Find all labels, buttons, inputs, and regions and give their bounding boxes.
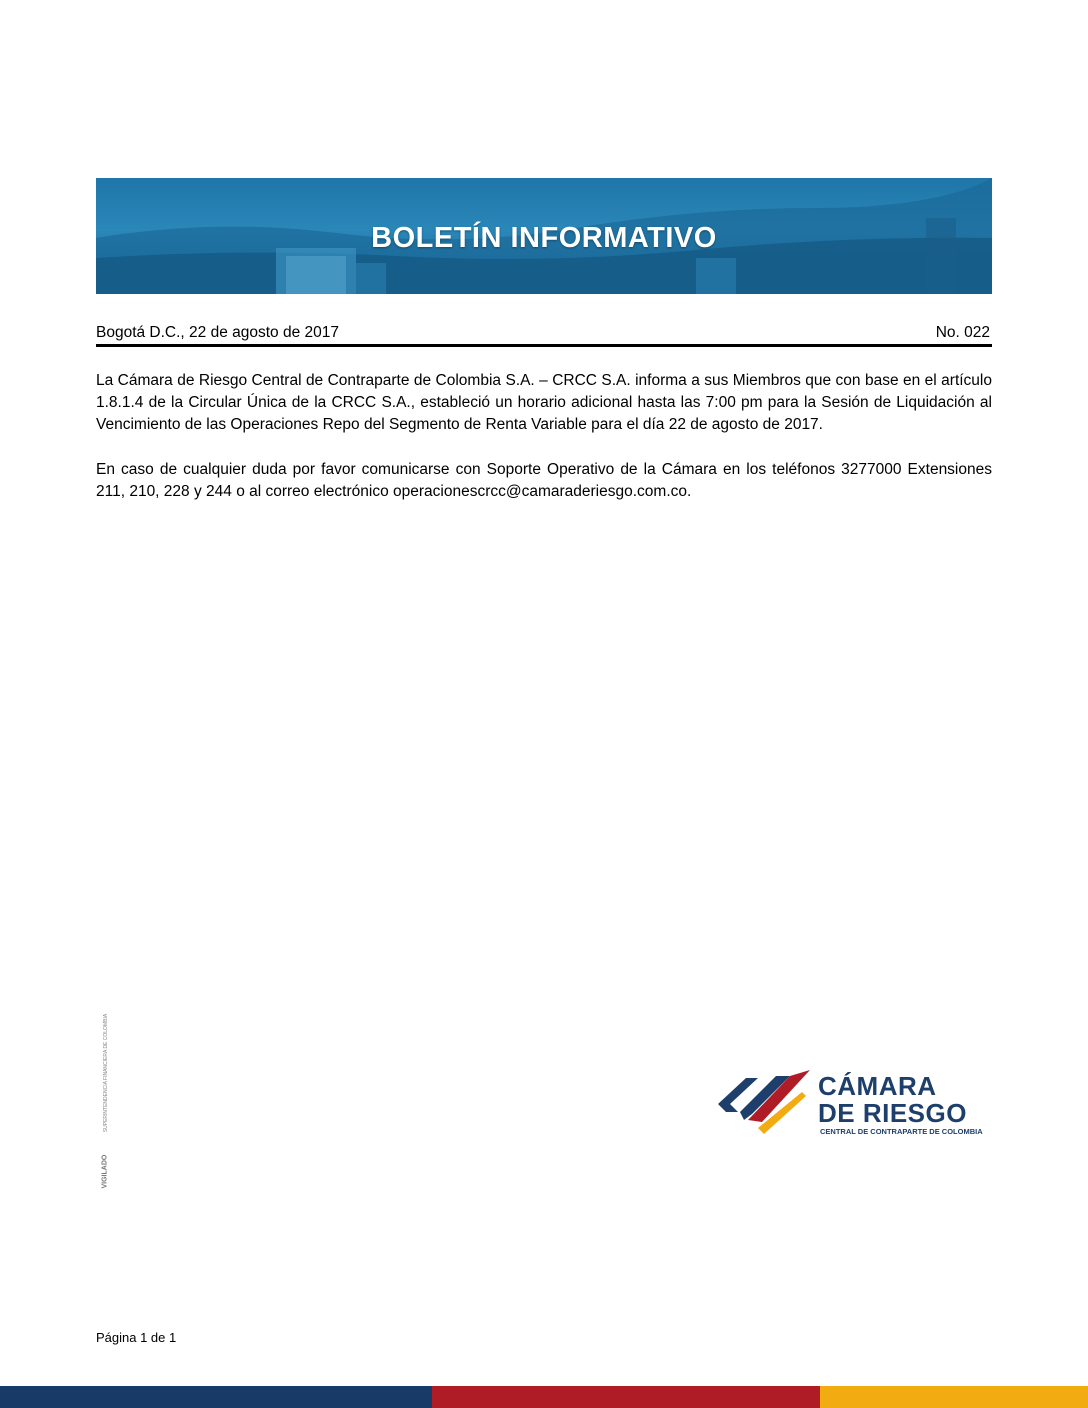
logo-line-3: CENTRAL DE CONTRAPARTE DE COLOMBIA: [820, 1127, 983, 1136]
vigilado-label: VIGILADO: [101, 1154, 109, 1189]
footer-color-bar: [0, 1386, 1088, 1408]
bulletin-number: No. 022: [935, 324, 990, 341]
footer-bar-red: [432, 1386, 820, 1408]
page-number: Página 1 de 1: [96, 1330, 177, 1345]
body-paragraph-2: En caso de cualquier duda por favor comunicarse con Soporte Operativo de la Cámara en los teléfonos 3277000 Extensiones 211, 210, 228 y 244 o al correo electrónico operacionescrcc@camaraderiesgo.com.co.: [96, 461, 992, 500]
company-logo: [718, 1066, 998, 1138]
vigilado-sub-label: SUPERINTENDENCIA FINANCIERA DE COLOMBIA: [103, 1013, 109, 1133]
bulletin-date: Bogotá D.C., 22 de agosto de 2017: [96, 324, 340, 341]
logo-stripes-icon: [718, 1066, 814, 1138]
logo-line-2: DE RIESGO: [818, 1098, 967, 1128]
banner-title: BOLETÍN INFORMATIVO: [371, 222, 717, 254]
footer-bar-navy: [0, 1386, 432, 1408]
dateline: [96, 324, 992, 347]
header-banner: [96, 178, 992, 294]
body-paragraph-1: La Cámara de Riesgo Central de Contraparte de Colombia S.A. – CRCC S.A. informa a sus Miembros que con base en el artículo 1.8.1.4 de la Circular Única de la CRCC S.A., estableció un horario adicional hasta las 7:00 pm para la Sesión de Liquidación al Vencimiento de las Operaciones Repo del Segmento de Renta Variable para el día 22 de agosto de 2017.: [96, 372, 992, 433]
vigilado-stamp: [84, 1013, 120, 1189]
logo-line-1: CÁMARA: [818, 1071, 937, 1101]
footer-bar-yellow: [820, 1386, 1088, 1408]
